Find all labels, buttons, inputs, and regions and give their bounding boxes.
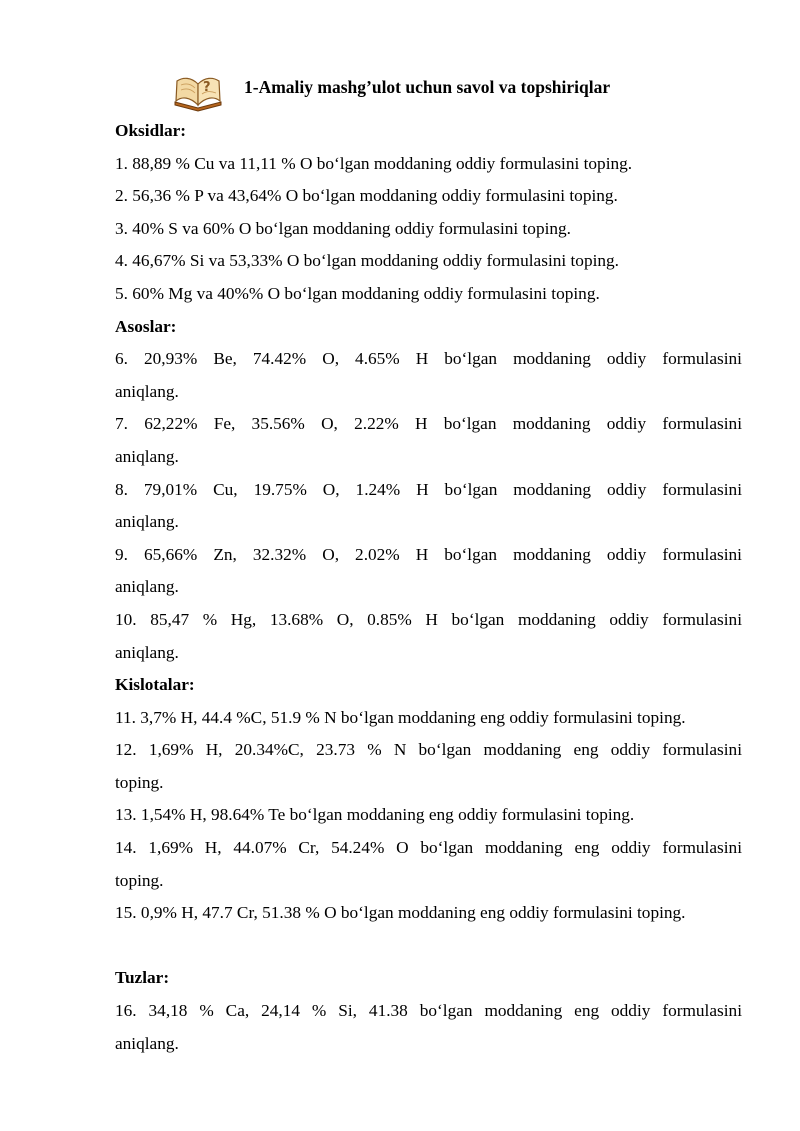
question-item-line: 14. 1,69% H, 44.07% Cr, 54.24% O bo‘lgan moddaning eng oddiy formulasini: [115, 838, 742, 858]
question-item-line: 15. 0,9% H, 47.7 Cr, 51.38 % O bo‘lgan moddaning eng oddiy formulasini toping.: [115, 903, 686, 923]
question-item-line: aniqlang.: [115, 512, 179, 532]
question-item-line: aniqlang.: [115, 577, 179, 597]
question-item-line: aniqlang.: [115, 642, 179, 662]
question-item-line: toping.: [115, 772, 164, 792]
section-heading-asoslar: Asoslar:: [115, 316, 177, 336]
question-item-line: toping.: [115, 870, 164, 890]
question-item-line: 6. 20,93% Be, 74.42% O, 4.65% H bo‘lgan moddaning oddiy formulasini: [115, 349, 742, 369]
question-item-line: 16. 34,18 % Ca, 24,14 % Si, 41.38 bo‘lgan moddaning eng oddiy formulasini: [115, 1001, 742, 1021]
page-title: 1-Amaliy mashg’ulot uchun savol va topshiriqlar: [244, 77, 611, 97]
question-item: 1. 88,89 % Cu va 11,11 % O bo‘lgan moddaning oddiy formulasini toping.: [115, 153, 633, 173]
question-item-line: aniqlang.: [115, 381, 179, 401]
section-heading-tuzlar: Tuzlar:: [115, 968, 170, 988]
svg-text:?: ?: [203, 80, 211, 95]
question-item-line: 10. 85,47 % Hg, 13.68% O, 0.85% H bo‘lgan moddaning oddiy formulasini: [115, 609, 742, 629]
question-list: [115, 115, 742, 1060]
open-book-question-icon: [172, 72, 224, 112]
question-item: 4. 46,67% Si va 53,33% O bo‘lgan moddaning oddiy formulasini toping.: [115, 251, 619, 271]
question-item-line: 9. 65,66% Zn, 32.32% O, 2.02% H bo‘lgan moddaning oddiy formulasini: [115, 544, 742, 564]
question-item-line: 12. 1,69% H, 20.34%C, 23.73 % N bo‘lgan moddaning eng oddiy formulasini: [115, 740, 742, 760]
question-item: 3. 40% S va 60% O bo‘lgan moddaning oddiy formulasini toping.: [115, 218, 571, 238]
question-item-line: aniqlang.: [115, 1033, 179, 1053]
question-item-line: 13. 1,54% H, 98.64% Te bo‘lgan moddaning eng oddiy formulasini toping.: [115, 805, 635, 825]
question-item: 5. 60% Mg va 40%% O bo‘lgan moddaning oddiy formulasini toping.: [115, 283, 600, 303]
question-item-line: 8. 79,01% Cu, 19.75% O, 1.24% H bo‘lgan moddaning oddiy formulasini: [115, 479, 742, 499]
question-item-line: 7. 62,22% Fe, 35.56% O, 2.22% H bo‘lgan moddaning oddiy formulasini: [115, 414, 742, 434]
section-spacer: [115, 930, 742, 963]
question-item: 2. 56,36 % P va 43,64% O bo‘lgan moddaning oddiy formulasini toping.: [115, 186, 618, 206]
question-item-line: 11. 3,7% H, 44.4 %C, 51.9 % N bo‘lgan moddaning eng oddiy formulasini toping.: [115, 707, 686, 727]
section-heading-oksidlar: Oksidlar:: [115, 121, 187, 140]
section-heading-kislotalar: Kislotalar:: [115, 675, 195, 695]
question-item-line: aniqlang.: [115, 446, 179, 466]
title-row: [0, 68, 800, 110]
